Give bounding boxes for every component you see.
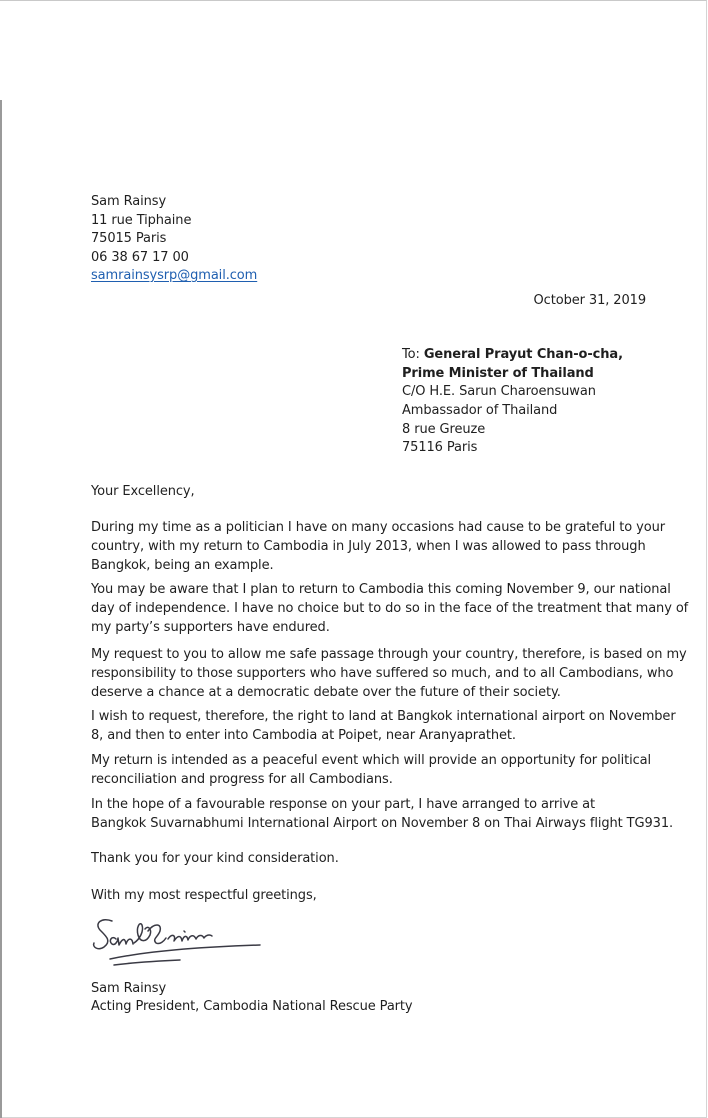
paragraph-line: responsibility to those supporters who have suffered so much, and to all Cambodians, who [91,666,674,681]
paragraph-line: reconciliation and progress for all Cambodians. [91,772,393,787]
recipient-title: Prime Minister of Thailand [402,365,594,381]
body-paragraph-6 [91,795,674,833]
handwritten-signature [88,905,268,975]
sender-name: Sam Rainsy [91,194,167,209]
greeting-line: With my most respectful greetings, [91,888,317,903]
body-paragraph-4 [91,707,676,745]
signatory-name: Sam Rainsy [91,981,167,996]
recipient-care-of: C/O H.E. Sarun Charoensuwan [402,384,596,400]
body-paragraph-1 [91,518,665,575]
letter-date: October 31, 2019 [533,293,646,308]
sender-street: 11 rue Tiphaine [91,212,192,228]
body-paragraph-2 [91,580,689,637]
paragraph-line: day of independence. I have no choice but to do so in the face of the treatment that many of [91,601,689,616]
body-paragraph-3 [91,645,687,702]
recipient-city: 75116 Paris [402,440,478,456]
paragraph-line: country, with my return to Cambodia in July 2013, when I was allowed to pass through [91,539,646,554]
paragraph-line: deserve a chance at a democratic debate over the future of their society. [91,685,561,700]
salutation: Your Excellency, [91,484,195,499]
paragraph-line: 8, and then to enter into Cambodia at Poipet, near Aranyaprathet. [91,728,516,743]
recipient-name: General Prayut Chan-o-cha, [423,347,623,362]
thanks-line: Thank you for your kind consideration. [91,851,339,866]
paragraph-line: My request to you to allow me safe passage through your country, therefore, is based on my [91,647,687,662]
paragraph-line: I wish to request, therefore, the right to land at Bangkok international airport on November [91,709,676,724]
sender-block [91,193,257,286]
paragraph-line: You may be aware that I plan to return to Cambodia this coming November 9, our national [91,582,671,597]
recipient-street: 8 rue Greuze [402,421,486,437]
sender-email-link[interactable]: samrainsysrp@gmail.com [91,268,258,283]
sender-phone: 06 38 67 17 00 [91,249,189,265]
page-left-edge [0,100,2,1118]
paragraph-line: my party’s supporters have endured. [91,620,330,635]
paragraph-line: Bangkok, being an example. [91,558,274,573]
recipient-role: Ambassador of Thailand [402,403,558,419]
body-paragraph-5 [91,751,651,789]
signatory-title: Acting President, Cambodia National Rescue Party [91,999,413,1014]
paragraph-line: During my time as a politician I have on many occasions had cause to be grateful to your [91,520,665,535]
paragraph-line: My return is intended as a peaceful event which will provide an opportunity for political [91,753,652,768]
recipient-block [402,346,623,458]
paragraph-line: Bangkok Suvarnabhumi International Airport on November 8 on Thai Airways flight TG931. [91,816,674,831]
recipient-to-prefix: To: [402,347,424,362]
paragraph-line: In the hope of a favourable response on your part, I have arranged to arrive at [91,797,596,812]
sender-city: 75015 Paris [91,231,167,246]
